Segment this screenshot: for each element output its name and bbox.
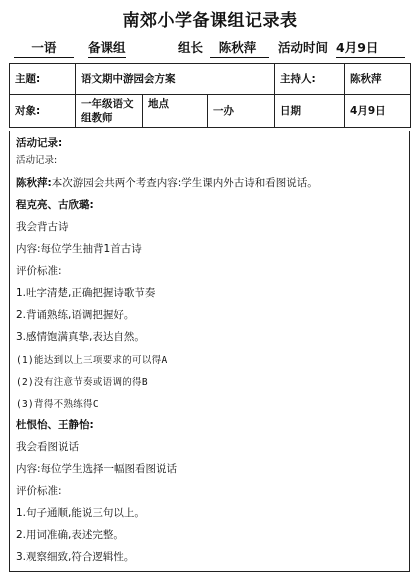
section1-title: 我会背古诗 — [16, 221, 69, 233]
leader-label: 组长 — [178, 40, 204, 55]
section1-line: 3.感情饱满真挚,表达自然。 — [16, 331, 145, 343]
page-title: 南郊小学备课组记录表 — [122, 11, 298, 31]
record-heading: 活动记录: — [16, 137, 63, 149]
section2-line: 2.用词准确,表述完整。 — [16, 529, 124, 541]
section1-line: 评价标准: — [16, 265, 62, 277]
section2-line: 1.句子通顺,能说三句以上。 — [16, 507, 145, 519]
topic-value: 语文期中游园会方案 — [76, 64, 275, 95]
intro-speaker: 陈秋萍: — [16, 177, 52, 189]
place-label: 地点 — [143, 95, 208, 128]
audience-label: 对象: — [10, 95, 76, 128]
section1-line: 内容:每位学生抽背1首古诗 — [16, 243, 142, 255]
section1-line: 2.背诵熟练,语调把握好。 — [16, 309, 135, 321]
section1-speakers: 程克亮、古欣璐: — [16, 199, 94, 211]
intro-line — [16, 175, 318, 190]
intro-text: 本次游园会共两个考查内容:学生课内外古诗和看图说话。 — [51, 177, 318, 189]
topic-label: 主题: — [10, 64, 76, 95]
section1-line: (2)没有注意节奏或语调的得B — [16, 377, 148, 388]
section2-line: 内容:每位学生选择一幅图看图说话 — [16, 463, 178, 475]
section2-title: 我会看图说话 — [16, 441, 79, 453]
section1-line: (3)背得不熟练得C — [16, 399, 99, 410]
info-table — [9, 63, 411, 128]
host-value: 陈秋萍 — [345, 64, 411, 95]
subject-field: 一语 — [14, 38, 74, 58]
time-value-field: 4月9日 — [336, 38, 405, 58]
section1-line: 1.吐字清楚,正确把握诗歌节奏 — [16, 287, 156, 299]
section2-line: 评价标准: — [16, 485, 62, 497]
section2-line: 3.观察细致,符合逻辑性。 — [16, 551, 135, 563]
activity-record — [9, 131, 410, 572]
date-value: 4月9日 — [345, 95, 411, 128]
section1-line: (1)能达到以上三项要求的可以得A — [16, 355, 168, 366]
record-subheading: 活动记录: — [16, 155, 58, 166]
leader-name-field: 陈秋萍 — [210, 38, 269, 58]
place-value: 一办 — [208, 95, 275, 128]
group-label: 备课组 — [88, 38, 126, 58]
host-label: 主持人: — [275, 64, 345, 95]
section2-speakers: 杜恨怡、王静怡: — [16, 419, 94, 431]
time-label: 活动时间 — [278, 40, 329, 55]
date-label: 日期 — [275, 95, 345, 128]
audience-value: 一年级语文组教师 — [76, 95, 143, 128]
